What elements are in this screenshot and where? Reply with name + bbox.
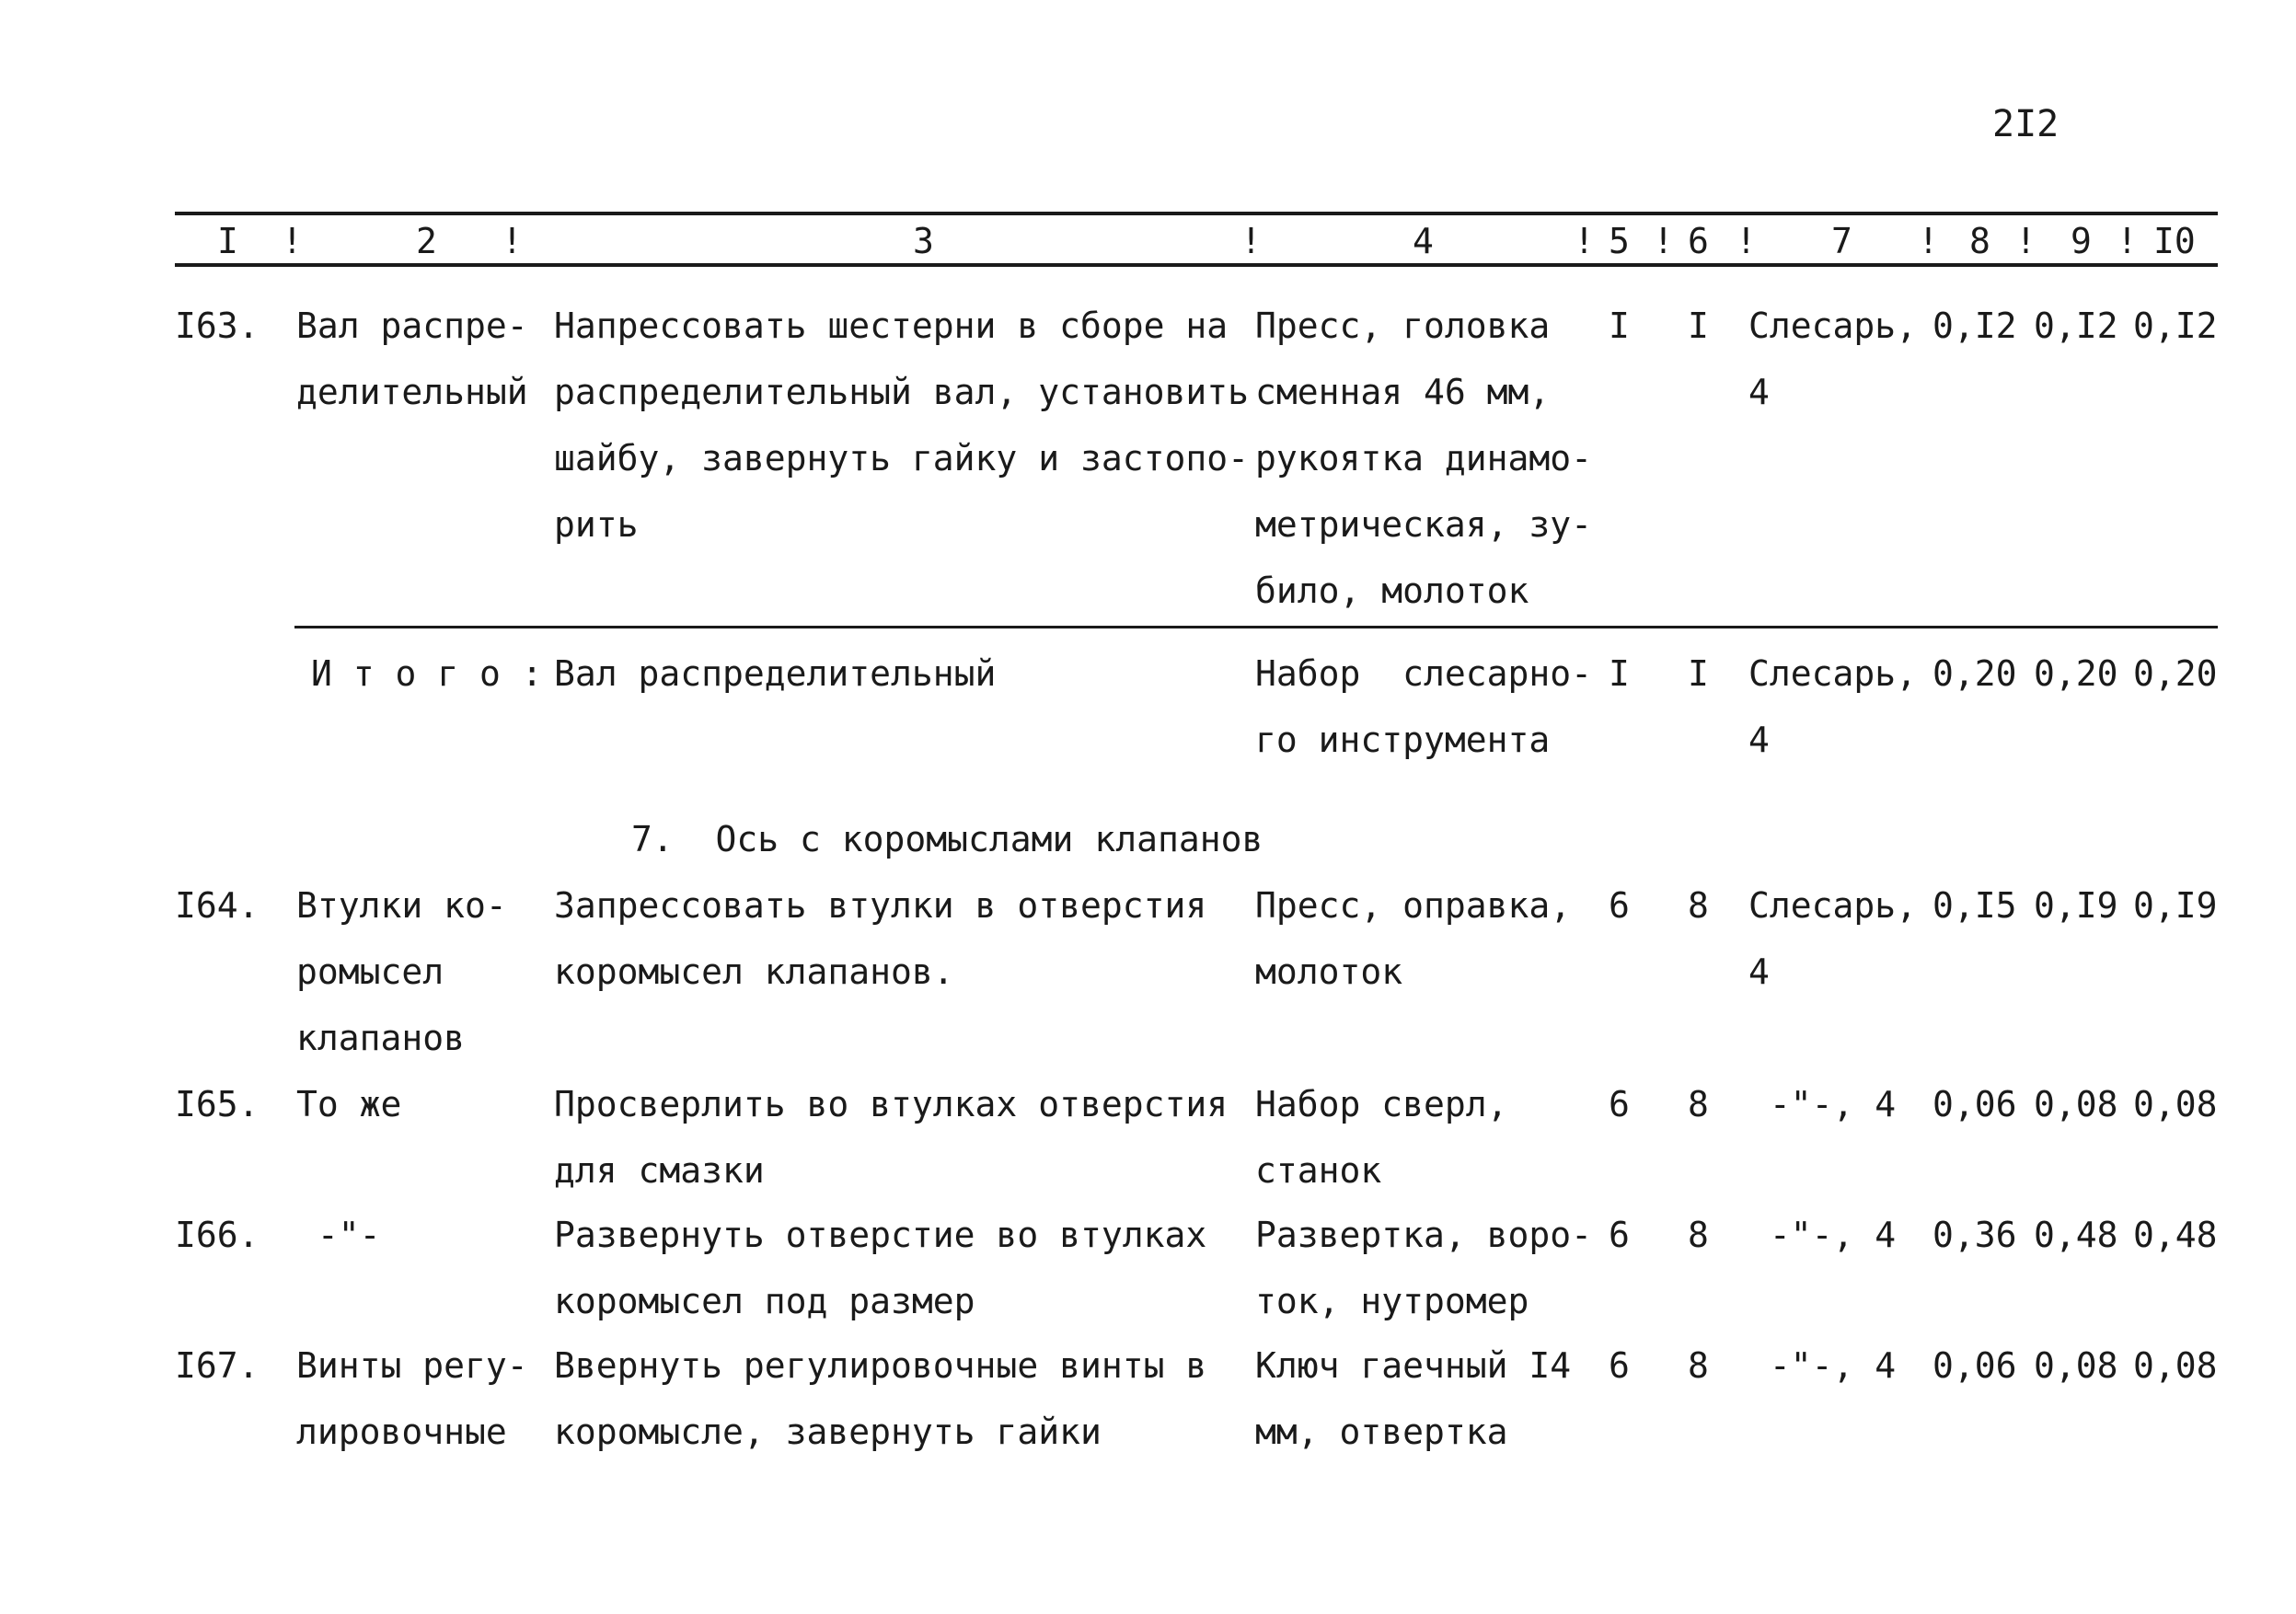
row-operation: Вал распределительный [554, 653, 997, 694]
row-tools: Набор сверл, станок [1255, 1084, 1508, 1191]
header-col-1: I [217, 221, 238, 261]
row-col-8: 0,06 [1933, 1084, 2017, 1124]
header-col-6: 6 [1688, 221, 1709, 261]
total-label: И т о г о : [311, 653, 543, 694]
row-operation: Просверлить во втулках отверстия для смазки [554, 1084, 1229, 1191]
row-col-10: 0,20 [2133, 653, 2218, 694]
header-col-8: 8 [1969, 221, 1990, 261]
header-sep: ! [282, 221, 303, 261]
header-top-rule [175, 212, 2218, 215]
row-tools: Пресс, оправка, молоток [1255, 885, 1572, 992]
row-part: Винты регу- лировочные [296, 1345, 528, 1452]
row-col-9: 0,I9 [2034, 885, 2118, 926]
row-col-5: I [1609, 653, 1630, 694]
row-tools: Набор слесарно- го инструмента [1255, 653, 1593, 760]
row-col-5: 6 [1609, 885, 1630, 926]
row-col-9: 0,08 [2034, 1345, 2118, 1386]
row-col-10: 0,I9 [2133, 885, 2218, 926]
row-col-10: 0,08 [2133, 1084, 2218, 1124]
row-col-5: 6 [1609, 1345, 1630, 1386]
row-operation: Запрессовать втулки в отверстия коромысел клапанов. [554, 885, 1207, 992]
row-col-9: 0,20 [2034, 653, 2118, 694]
header-sep: ! [502, 221, 523, 261]
row-col-9: 0,I2 [2034, 306, 2118, 346]
row-col-10: 0,48 [2133, 1215, 2218, 1255]
row-col-6: I [1688, 653, 1709, 694]
row-tools: Развертка, воро- ток, нутромер [1255, 1215, 1593, 1321]
row-col-9: 0,48 [2034, 1215, 2118, 1255]
row-worker: Слесарь, 4 [1748, 885, 1918, 992]
header-sep: ! [2015, 221, 2036, 261]
header-sep: ! [1918, 221, 1939, 261]
row-number: I64. [175, 885, 260, 926]
header-col-2: 2 [416, 221, 437, 261]
row-number: I66. [175, 1215, 260, 1255]
row-worker: Слесарь, 4 [1748, 306, 1918, 412]
row-part: -"- [296, 1215, 381, 1255]
header-sep: ! [2117, 221, 2138, 261]
header-col-4: 4 [1413, 221, 1434, 261]
header-sep: ! [1653, 221, 1674, 261]
row-col-5: 6 [1609, 1084, 1630, 1124]
header-sep: ! [1240, 221, 1262, 261]
row-col-8: 0,20 [1933, 653, 2017, 694]
row-col-10: 0,08 [2133, 1345, 2218, 1386]
header-col-3: 3 [913, 221, 934, 261]
row-worker: -"-, 4 [1748, 1084, 1897, 1124]
row-col-6: 8 [1688, 1084, 1709, 1124]
row-worker: Слесарь, 4 [1748, 653, 1918, 760]
row-col-8: 0,I2 [1933, 306, 2017, 346]
header-bottom-rule [175, 263, 2218, 267]
row-operation: Развернуть отверстие во втулках коромысел под размер [554, 1215, 1207, 1321]
row-part: Вал распре- делительный [296, 306, 528, 412]
row-col-9: 0,08 [2034, 1084, 2118, 1124]
row-col-10: 0,I2 [2133, 306, 2218, 346]
header-sep: ! [1574, 221, 1595, 261]
row-col-6: 8 [1688, 1345, 1709, 1386]
row-tools: Пресс, головка сменная 46 мм, рукоятка динамо- метрическая, зу- било, молоток [1255, 306, 1593, 611]
row-col-5: 6 [1609, 1215, 1630, 1255]
section-title: 7. Ось с коромыслами клапанов [631, 819, 1263, 859]
header-sep: ! [1736, 221, 1757, 261]
header-col-5: 5 [1609, 221, 1630, 261]
row-worker: -"-, 4 [1748, 1345, 1897, 1386]
row-col-5: I [1609, 306, 1630, 346]
row-number: I67. [175, 1345, 260, 1386]
header-col-9: 9 [2071, 221, 2092, 261]
row-operation: Ввернуть регулировочные винты в коромысле, завернуть гайки [554, 1345, 1207, 1452]
totals-rule [294, 626, 2218, 628]
row-col-8: 0,I5 [1933, 885, 2017, 926]
row-operation: Напрессовать шестерни в сборе на распределительный вал, установить шайбу, завернуть гайку и застопо- рить [554, 306, 1249, 545]
row-col-8: 0,36 [1933, 1215, 2017, 1255]
header-col-7: 7 [1831, 221, 1852, 261]
row-number: I63. [175, 306, 260, 346]
row-number: I65. [175, 1084, 260, 1124]
row-tools: Ключ гаечный I4 мм, отвертка [1255, 1345, 1572, 1452]
row-col-8: 0,06 [1933, 1345, 2017, 1386]
header-col-10: I0 [2153, 221, 2196, 261]
row-part: Втулки ко- ромысел клапанов [296, 885, 507, 1058]
row-col-6: 8 [1688, 885, 1709, 926]
page-number: 2I2 [1992, 103, 2059, 145]
row-worker: -"-, 4 [1748, 1215, 1897, 1255]
row-part: То же [296, 1084, 402, 1124]
row-col-6: I [1688, 306, 1709, 346]
row-col-6: 8 [1688, 1215, 1709, 1255]
